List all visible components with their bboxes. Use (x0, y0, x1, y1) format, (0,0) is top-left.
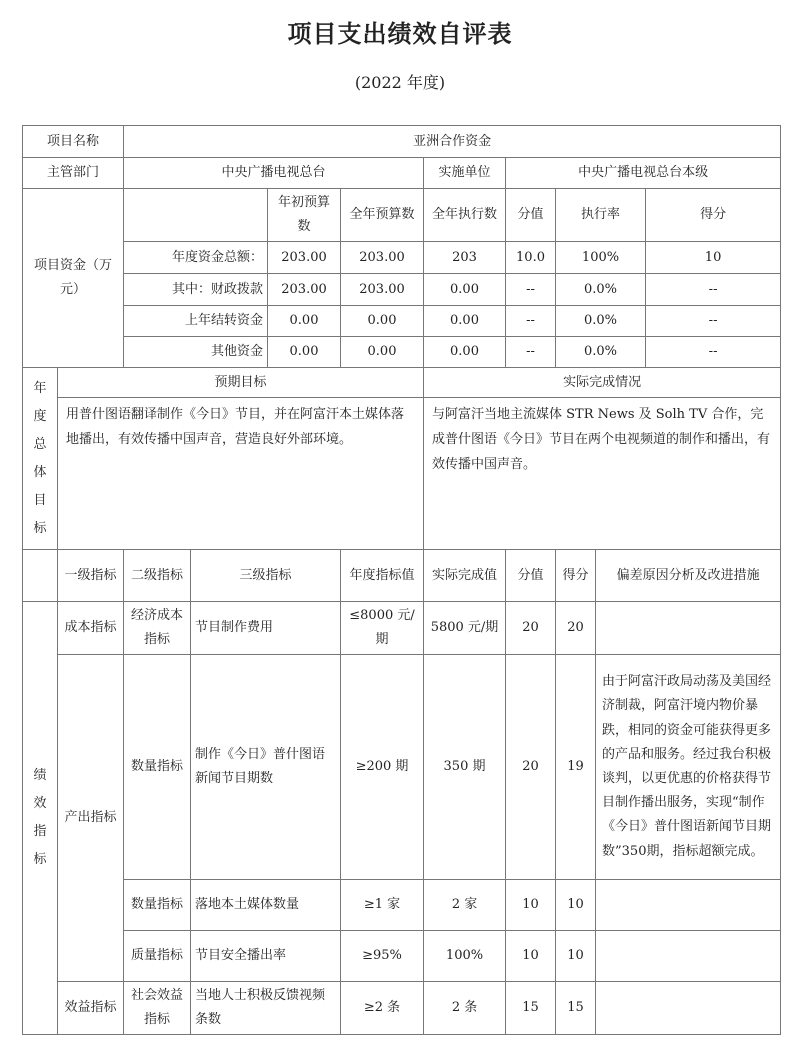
header-actual: 实际完成值 (424, 550, 506, 602)
funds-header-executed: 全年执行数 (424, 189, 506, 242)
funds-row-weight: -- (506, 274, 556, 306)
indicator-weight: 15 (506, 982, 556, 1035)
funds-row-weight: 10.0 (506, 242, 556, 274)
indicator-target: ≥200 期 (341, 655, 424, 880)
header-score: 得分 (556, 550, 596, 602)
indicator-level3: 节目制作费用 (191, 602, 341, 655)
self-evaluation-table (22, 125, 781, 1035)
funds-row (23, 274, 781, 306)
header-level3: 三级指标 (191, 550, 341, 602)
funds-row-executed: 0.00 (424, 274, 506, 306)
indicators-header-blank (23, 550, 58, 602)
goals-label: 年 度 总 体 目 标 (23, 368, 58, 550)
funds-row-score: 10 (646, 242, 781, 274)
goals-content-row (23, 398, 781, 550)
funds-header-weight: 分值 (506, 189, 556, 242)
dept-label: 主管部门 (23, 158, 124, 189)
funds-header-blank (124, 189, 268, 242)
indicator-analysis (596, 880, 781, 931)
page-title: 项目支出绩效自评表 (287, 20, 513, 48)
funds-row-rate: 100% (556, 242, 646, 274)
dept-row (23, 158, 781, 189)
page-subtitle: (2022 年度) (354, 73, 446, 92)
funds-row-name: 上年结转资金 (124, 306, 268, 337)
indicator-row (23, 982, 781, 1035)
indicator-score: 10 (556, 931, 596, 982)
indicator-analysis (596, 931, 781, 982)
funds-row-rate: 0.0% (556, 274, 646, 306)
indicator-target: ≥95% (341, 931, 424, 982)
indicator-level3: 节目安全播出率 (191, 931, 341, 982)
indicator-analysis: 由于阿富汗政局动荡及美国经济制裁，阿富汗境内物价暴跌，相同的资金可能获得更多的产品和服务。经过我台积极谈判，以更优惠的价格获得节目制作播出服务，实现“制作《今日》普什图语新闻节目期数”350期，指标超额完成。 (596, 655, 781, 880)
dept-value: 中央广播电视总台 (124, 158, 424, 189)
impl-value: 中央广播电视总台本级 (506, 158, 781, 189)
funds-row-score: -- (646, 337, 781, 368)
indicator-row (23, 931, 781, 982)
indicators-label: 绩 效 指 标 (23, 602, 58, 1035)
funds-row (23, 306, 781, 337)
indicator-actual: 2 条 (424, 982, 506, 1035)
funds-row-executed: 0.00 (424, 337, 506, 368)
indicator-target: ≤8000 元/期 (341, 602, 424, 655)
indicator-level2: 质量指标 (124, 931, 191, 982)
indicator-level3: 制作《今日》普什图语新闻节目期数 (191, 655, 341, 880)
funds-row-weight: -- (506, 337, 556, 368)
indicator-actual: 5800 元/期 (424, 602, 506, 655)
indicator-row (23, 880, 781, 931)
group-cost: 成本指标 (58, 602, 124, 655)
funds-row-rate: 0.0% (556, 306, 646, 337)
indicator-level2: 数量指标 (124, 880, 191, 931)
indicator-target: ≥2 条 (341, 982, 424, 1035)
funds-header-row (23, 189, 781, 242)
funds-row-annual: 203.00 (341, 274, 424, 306)
goals-header-row (23, 368, 781, 398)
actual-goal-header: 实际完成情况 (424, 368, 781, 398)
indicator-target: ≥1 家 (341, 880, 424, 931)
funds-row-initial: 203.00 (268, 242, 341, 274)
header-level1: 一级指标 (58, 550, 124, 602)
group-output: 产出指标 (58, 655, 124, 982)
funds-row-initial: 203.00 (268, 274, 341, 306)
indicator-weight: 20 (506, 655, 556, 880)
indicator-weight: 10 (506, 931, 556, 982)
indicator-row (23, 602, 781, 655)
header-level2: 二级指标 (124, 550, 191, 602)
indicator-row (23, 655, 781, 880)
expected-goal-text: 用普什图语翻译制作《今日》节目，并在阿富汗本土媒体落地播出，有效传播中国声音，营造良好外部环境。 (58, 398, 424, 550)
indicators-header-row (23, 550, 781, 602)
funds-row-executed: 203 (424, 242, 506, 274)
funds-header-rate: 执行率 (556, 189, 646, 242)
header-weight: 分值 (506, 550, 556, 602)
funds-row-initial: 0.00 (268, 337, 341, 368)
funds-label: 项目资金（万元） (23, 189, 124, 368)
header-analysis: 偏差原因分析及改进措施 (596, 550, 781, 602)
funds-row-executed: 0.00 (424, 306, 506, 337)
funds-row (23, 242, 781, 274)
project-name-label: 项目名称 (23, 126, 124, 158)
funds-row-score: -- (646, 306, 781, 337)
funds-row-score: -- (646, 274, 781, 306)
indicator-actual: 2 家 (424, 880, 506, 931)
funds-row-weight: -- (506, 306, 556, 337)
funds-row-initial: 0.00 (268, 306, 341, 337)
actual-goal-text: 与阿富汗当地主流媒体 STR News 及 Solh TV 合作，完成普什图语《今日》节目在两个电视频道的制作和播出，有效传播中国声音。 (424, 398, 781, 550)
funds-row-annual: 0.00 (341, 306, 424, 337)
indicator-level3: 落地本土媒体数量 (191, 880, 341, 931)
indicator-actual: 100% (424, 931, 506, 982)
indicator-level2: 社会效益指标 (124, 982, 191, 1035)
indicator-analysis (596, 982, 781, 1035)
funds-row-name: 其他资金 (124, 337, 268, 368)
project-name-row (23, 126, 781, 158)
header-target: 年度指标值 (341, 550, 424, 602)
funds-header-score: 得分 (646, 189, 781, 242)
funds-row-annual: 203.00 (341, 242, 424, 274)
indicator-weight: 20 (506, 602, 556, 655)
indicator-score: 19 (556, 655, 596, 880)
indicator-level2: 经济成本指标 (124, 602, 191, 655)
funds-row (23, 337, 781, 368)
indicator-score: 20 (556, 602, 596, 655)
indicator-level3: 当地人士积极反馈视频条数 (191, 982, 341, 1035)
indicator-weight: 10 (506, 880, 556, 931)
indicator-actual: 350 期 (424, 655, 506, 880)
funds-header-initial: 年初预算数 (268, 189, 341, 242)
indicator-analysis (596, 602, 781, 655)
funds-row-annual: 0.00 (341, 337, 424, 368)
funds-row-name: 其中：财政拨款 (124, 274, 268, 306)
indicator-level2: 数量指标 (124, 655, 191, 880)
indicator-score: 10 (556, 880, 596, 931)
funds-header-annual: 全年预算数 (341, 189, 424, 242)
funds-row-rate: 0.0% (556, 337, 646, 368)
indicator-score: 15 (556, 982, 596, 1035)
funds-row-name: 年度资金总额： (124, 242, 268, 274)
project-name-value: 亚洲合作资金 (124, 126, 781, 158)
group-benefit: 效益指标 (58, 982, 124, 1035)
impl-label: 实施单位 (424, 158, 506, 189)
expected-goal-header: 预期目标 (58, 368, 424, 398)
